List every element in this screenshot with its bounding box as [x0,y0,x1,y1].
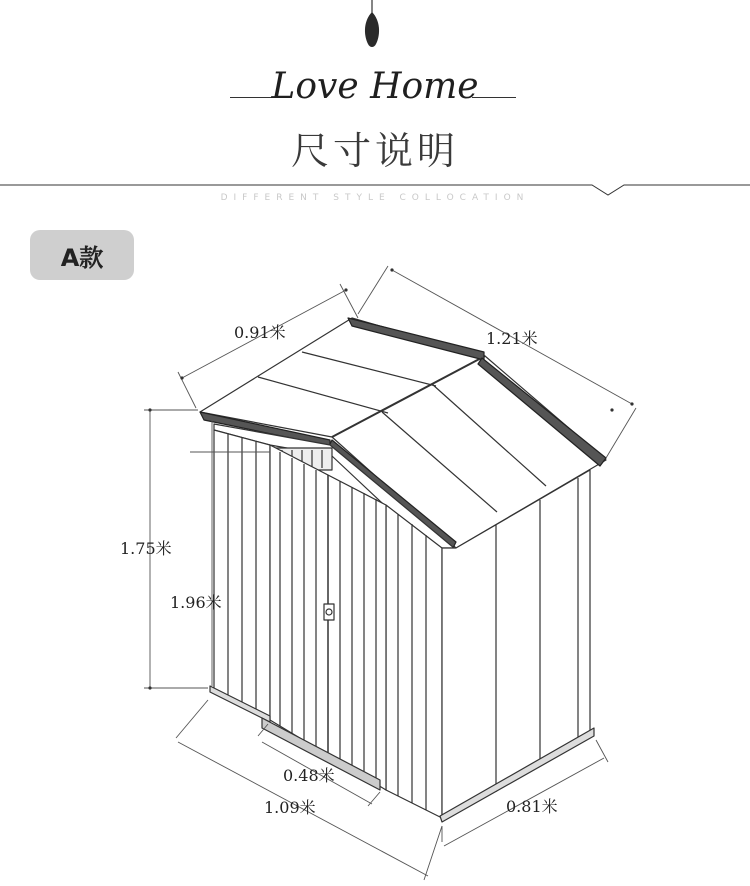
front-wall-right [386,505,442,818]
section-subtitle: DIFFERENT STYLE COLLOCATION [220,193,530,203]
shed-drawing [200,318,606,822]
variant-badge: A款 [30,230,134,280]
label-roof-depth: 0.91米 [234,323,286,342]
brand-logo-text: Love Home [271,66,479,107]
label-front-width: 1.09米 [264,798,316,817]
label-side-depth: 0.81米 [506,797,558,816]
label-peak-height: 1.96米 [170,593,222,612]
label-wall-height: 1.75米 [120,539,172,558]
page-title: 尺寸说明 [290,129,459,173]
label-roof-length: 1.21米 [486,329,538,348]
label-door-width: 0.48米 [283,766,335,785]
